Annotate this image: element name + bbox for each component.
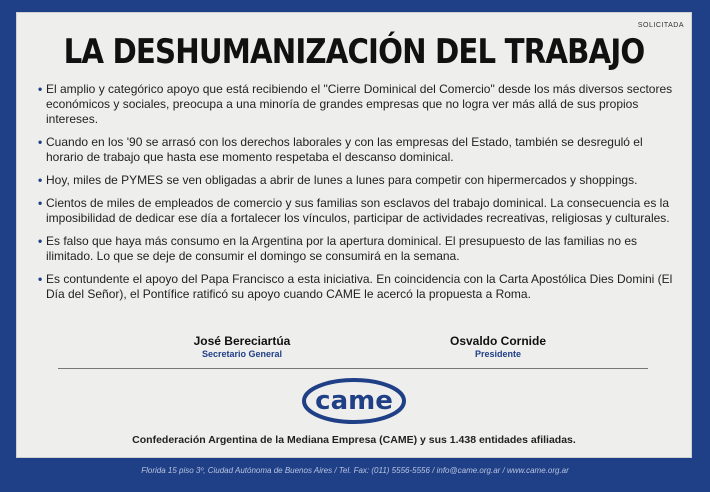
bullet-text: El amplio y categórico apoyo que está recibiendo el "Cierre Dominical del Comercio" desde los más diversos sectores económicos y sociales, preocupa a una minoría de grandes empresas que no logra ver más allá de sus propios intereses. (46, 82, 673, 126)
bullet-text: Es contundente el apoyo del Papa Francisco a esta iniciativa. En coincidencia con la Carta Apostólica Dies Domini (El Día del Señor), el Pontífice ratificó su apoyo cuando CAME le acercó la propuesta a Roma. (46, 272, 673, 301)
bullet-item (38, 82, 678, 127)
bullet-text: Hoy, miles de PYMES se ven obligadas a abrir de lunes a lunes para competir con hipermercados y shoppings. (46, 173, 638, 187)
confederation-text: Confederación Argentina de la Mediana Empresa (CAME) y sus 1.438 entidades afiliadas. (132, 434, 576, 446)
bullet-item (38, 272, 678, 302)
bullet-item (38, 173, 678, 188)
signer-role: Secretario General (201, 349, 283, 359)
bullet-item (38, 234, 678, 264)
signer-name: José Bereciartúa (193, 334, 291, 348)
bullet-dot-icon: • (38, 196, 43, 210)
bullet-dot-icon: • (38, 173, 43, 187)
bullet-item (38, 196, 678, 226)
came-logo (302, 378, 406, 424)
ad-paper (16, 12, 692, 458)
signature-president (398, 334, 598, 359)
solicitada-tag: SOLICITADA (637, 22, 684, 29)
signature-secretary (142, 334, 342, 359)
bullet-dot-icon: • (38, 234, 43, 248)
signer-role: Presidente (474, 349, 522, 359)
bullet-text: Es falso que haya más consumo en la Argentina por la apertura dominical. El presupuesto de las familias no es ilimitado. Lo que se deje de consumir el domingo se consumirá en la semana. (46, 234, 637, 263)
bullet-text: Cientos de miles de empleados de comercio y sus familias son esclavos del trabajo dominical. La consecuencia es la imposibilidad de dedicar ese día a fortalecer los vínculos, participar de actividades recreativas, religiosas y culturales. (46, 196, 670, 225)
bullet-dot-icon: • (38, 272, 43, 286)
bullet-dot-icon: • (38, 82, 43, 96)
bullet-list (38, 82, 678, 310)
bullet-dot-icon: • (38, 135, 43, 149)
headline: LA DESHUMANIZACIÓN DEL TRABAJO (63, 32, 645, 72)
signer-name: Osvaldo Cornide (449, 334, 547, 348)
signatures (16, 334, 692, 368)
bullet-item (38, 135, 678, 165)
logo-text: came (315, 386, 393, 416)
divider (58, 368, 648, 369)
footer-contact: Florida 15 piso 3º, Ciudad Autónoma de Buenos Aires / Tel. Fax: (011) 5556-5556 / info@came.org.ar / www.came.org.ar (141, 466, 569, 475)
bullet-text: Cuando en los '90 se arrasó con los derechos laborales y con las empresas del Estado, también se desreguló el horario de trabajo que hasta ese momento respetaba el descanso dominical. (46, 135, 643, 164)
